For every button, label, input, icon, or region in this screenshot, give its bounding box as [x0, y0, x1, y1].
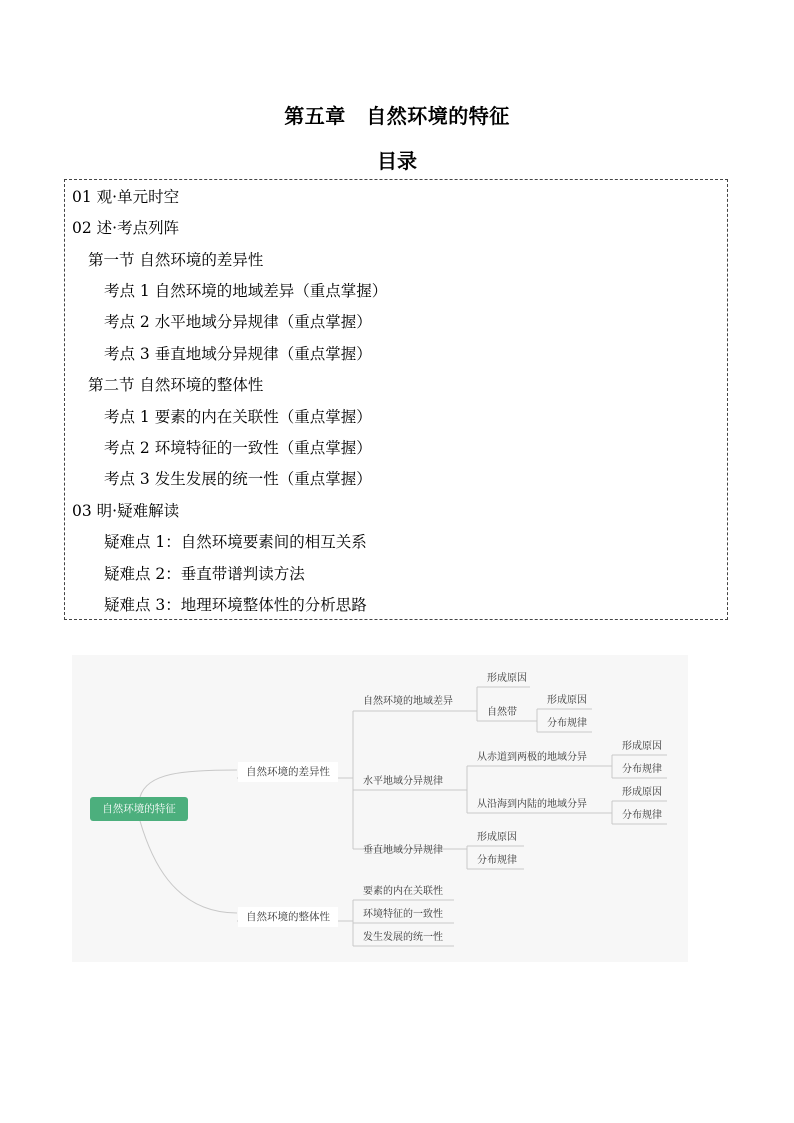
table-of-contents	[64, 179, 728, 620]
mindmap-node-horizontal-differentiation[interactable]: 水平地域分异规律	[363, 776, 443, 787]
toc-section-3[interactable]: 03 明·疑难解读	[72, 502, 180, 520]
mindmap-node-ep-cause[interactable]: 形成原因	[622, 741, 662, 752]
toc-point-2-1[interactable]: 考点 1 要素的内在关联性（重点掌握）	[104, 408, 372, 426]
mindmap-node-zone-cause[interactable]: 形成原因	[547, 695, 587, 706]
mindmap-branch-integrity[interactable]: 自然环境的整体性	[238, 907, 338, 927]
mindmap-node-zone-distribution[interactable]: 分布规律	[547, 718, 587, 729]
mindmap-node-vertical-distribution[interactable]: 分布规律	[477, 855, 517, 866]
toc-point-1-3[interactable]: 考点 3 垂直地域分异规律（重点掌握）	[104, 345, 372, 363]
mindmap-node-ci-cause[interactable]: 形成原因	[622, 787, 662, 798]
toc-point-1-1[interactable]: 考点 1 自然环境的地域差异（重点掌握）	[104, 282, 388, 300]
toc-lesson-1[interactable]: 第一节 自然环境的差异性	[88, 251, 264, 269]
toc-point-2-2[interactable]: 考点 2 环境特征的一致性（重点掌握）	[104, 439, 372, 457]
mindmap-node-equator-to-poles[interactable]: 从赤道到两极的地域分异	[477, 752, 587, 763]
mindmap-node-ep-distribution[interactable]: 分布规律	[622, 764, 662, 775]
mind-map	[72, 655, 688, 962]
toc-difficulty-2[interactable]: 疑难点 2：垂直带谱判读方法	[104, 565, 305, 583]
mindmap-branch-differences[interactable]: 自然环境的差异性	[238, 762, 338, 782]
toc-title: 目录	[377, 149, 417, 173]
mindmap-root[interactable]: 自然环境的特征	[90, 797, 188, 821]
chapter-title: 第五章 自然环境的特征	[284, 104, 510, 128]
mindmap-node-vertical-differentiation[interactable]: 垂直地域分异规律	[363, 845, 443, 856]
mindmap-node-element-correlation[interactable]: 要素的内在关联性	[363, 886, 443, 897]
toc-lesson-2[interactable]: 第二节 自然环境的整体性	[88, 376, 264, 394]
mindmap-node-regional-differences[interactable]: 自然环境的地域差异	[363, 696, 453, 707]
toc-difficulty-3[interactable]: 疑难点 3：地理环境整体性的分析思路	[104, 596, 367, 614]
mindmap-node-coast-to-inland[interactable]: 从沿海到内陆的地域分异	[477, 799, 587, 810]
toc-point-2-3[interactable]: 考点 3 发生发展的统一性（重点掌握）	[104, 470, 372, 488]
toc-section-2[interactable]: 02 述·考点列阵	[72, 219, 180, 237]
mindmap-node-feature-consistency[interactable]: 环境特征的一致性	[363, 909, 443, 920]
toc-point-1-2[interactable]: 考点 2 水平地域分异规律（重点掌握）	[104, 313, 372, 331]
toc-section-1[interactable]: 01 观·单元时空	[72, 188, 180, 206]
mindmap-node-natural-zone[interactable]: 自然带	[487, 707, 517, 718]
mindmap-node-vertical-cause[interactable]: 形成原因	[477, 832, 517, 843]
mindmap-node-ci-distribution[interactable]: 分布规律	[622, 810, 662, 821]
toc-difficulty-1[interactable]: 疑难点 1：自然环境要素间的相互关系	[104, 533, 367, 551]
mindmap-node-cause[interactable]: 形成原因	[487, 673, 527, 684]
mindmap-node-development-unity[interactable]: 发生发展的统一性	[363, 932, 443, 943]
